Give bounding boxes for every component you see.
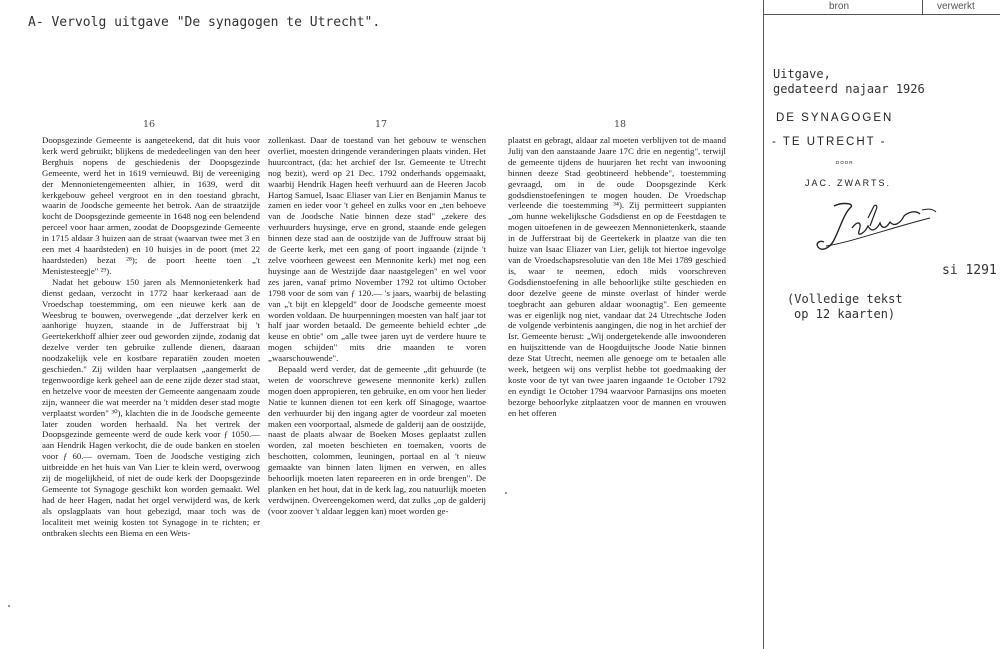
- card-code: si 1291: [942, 263, 997, 278]
- card-book-subtitle: - TE UTRECHT -: [772, 136, 887, 148]
- page-number-16: 16: [143, 119, 156, 130]
- card-border-left: [763, 0, 764, 649]
- card-note-line1: (Volledige tekst: [787, 292, 903, 306]
- card-date-line: gedateerd najaar 1926: [773, 82, 925, 96]
- tab-divider: [922, 0, 923, 14]
- tab-bron[interactable]: bron: [829, 1, 850, 12]
- paragraph: Nadat het gebouw 150 jaren als Mennonietenkerk had dienst gedaan, verzocht in 1772 haar kerkeraad aan de Vroedschap toestemming, om een nieuwe kerk aan de Weesbrug te bouwen, overwegende „dat derzelver kerk en aanhorige huyzen, staande in de Jufferstraat bij 't Geertekerkhoff alhier zeer oud geworden zijnde, zodanig dat dezelve verder ten gebruike zullende dienen, daaraan noodzakelijk vele en kostbare reparatiën zouden moeten geschieden." Zij wilden haar verplaatsen „aangemerkt de tegenwoordige kerk geheel aan de eene zijde dezer stad staat, en hetzelve voor de meesten der Gemeente aangenaam zoude zijn, wanneer die wat meerder na 't midden deser stad mogte verplaatst worden" ³⁰), klachten die in de Joodsche gemeente later zouden worden herhaald. Na het vertrek der Doopsgezinde gemeente werd de oude kerk voor ƒ 1050.— aan Hendrik Hagen verkocht, die de oude banken en stoelen voor ƒ 60.— overnam. Toen de Joodsche vestiging zich uitbreidde en het huis van Van Lier te klein werd, overwoog zij de mogelijkheid, of niet de oude kerk der Doopsgezinde Gemeente tot Synagoge geschikt kon worden gemaakt. Wel had de heer Hagen, nadat het orgel verwijderd was, de kerk als opslagplaats van hout gebezigd, maar toch was de localiteit met weinig kosten tot Synagoge in te richten; er ontbraken slechts een Biema en een Wets-: [42, 276, 260, 538]
- card-author: JAC. ZWARTS.: [805, 178, 892, 188]
- card-note-line2: op 12 kaarten): [794, 307, 896, 321]
- paragraph: Bepaald werd verder, dat de gemeente „dit gehuurde (te weten de voorschreve gewesene mennonite kerk) zullen mogen doen appropieren, ten gebruike, en om voor hen lieder Natie te kunnen dienen tot een kerk off Sinagoge, waartoe den verhuurder bij den ingang agter de voordeur zal moeten maken een voorportaal, alsmede de galderij aan de oostzijde, naast de plaats alwaar de Boeken Moses geplaatst zullen worden, zal moeten beschieten en toemaken, voorts de beschotten, colommen, leuningen, portaal en al 't nieuw gemaakte van binnen laten lijmen en verwen, en alles behoorlijk moeten laten repareeren en in orde brengen". De planken en het hout, dat in de kerk lag, zou natuurlijk moeten verdwijnen. Overeengekomen werd, dat zulks „op de galderij (voor zoover 't aldaar leggen kan) moet worden ge-: [268, 364, 486, 516]
- scan-speck: [505, 492, 507, 494]
- page-16-text: [42, 135, 260, 539]
- signature-image: [812, 198, 947, 258]
- page-number-18: 18: [614, 119, 627, 130]
- page-number-17: 17: [375, 119, 388, 130]
- tab-verwerkt[interactable]: verwerkt: [937, 1, 975, 12]
- card-door: DOOR: [836, 160, 854, 165]
- page-17-text: [268, 135, 486, 517]
- tab-underline: [763, 14, 1000, 15]
- card-book-title: DE SYNAGOGEN: [776, 112, 894, 124]
- document-title: A- Vervolg uitgave "De synagogen te Utrecht".: [28, 15, 381, 30]
- paragraph: zollenkast. Daar de toestand van het gebouw te wenschen overliet, moesten dringende veranderingen plaats vinden. Het huurcontract, (da: het archief der Isr. Gemeente te Utrecht nog bezit), werd op 21 Dec. 1792 onderhands opgemaakt, waarbij Hendrik Hagen heeft verhuurd aan de Heeren Jacob Hartog Samuel, Isaac Eliaser van Lier en Benjamin Manus te zamen en ieder voor 't geheel en zulks voor en „ten behoeve van de Joodsche Natie binnen deze stad" „zekere des verhuurders huysinge, erve en grond, staande ende gelegen binnen deze stad aan de oostzijde van de Juffrouw straat bij de Geerte kerk, met een gang of poort ingaande (zijnde 't zelve voorheen geweest een Mennonite kerk) met nog een huysinge aan de Westzijde daar naastgelegen" en wel voor zes jaren, vanaf primo November 1792 tot ultimo October 1798 voor de som van ƒ 120.— 's jaars, waarbij de belasting van „'t bijt en klepgeld" door de Joodsche gemeente moest worden voldaan. De huurpenningen moesten van half jaar tot half jaar worden betaald. De gemeente behield echter „de keuse en obtie" om „alle twee jaren uyt de verdere huure te mogen schijden" mits drie maanden te voren „waarschouwende".: [268, 135, 486, 364]
- paragraph: plaatst en gebragt, aldaar zal moeten verblijven tot de maand Julij van den aanstaande Jaare 17C drie en negentig", terwijl de gemeente tijdens de huurjaren het recht van inwooning binnen deeze Stad geobtineerd hebbende", toestemming gevraagd, om in de oude Doopsgezinde Kerk godsdienstoefeningen te mogen houden. De Vroedschap verleende die toestemming ³⁴). Zij permitteert suppianten „om hunne wekelijksche Godsdienst en op de Feestdagen te mogen uitoefenen in de geweezen Mennonietenkerk, staande in de Jufferstraat bij de Geertekerk in plaatze van die ten huize van Isaac Eliazer van Lier, gelijk tot hiertoe ingevolge van de Vroedschapsresolutie van den 18e Mei 1789 geschied is, waar te neemen, edoch mids voorschreven Godsdienstoefening in alle behoorlijke stilte geschieden en door dezelve geene de minste overlast of hinder werde toegbracht aan geburen aldaar woonagtig". Een gemeente was er eigenlijk nog niet, vandaar dat 24 Utrechtsche Joden de volgende verbintenis aangingen, die nog in het archief der Isr. Gemeente berust: „Wij ondergetekende alle inwoonderen en huijszittende van de Hoogduijtsche Joode Natie binnen deze Stat Utrecht, neemen alle genoege om te betaalen alle week, hetgeen wij ons verplist hebbe tot goedmaaking der koste voor de tyt van twee jaaren ingaande 1e October 1792 en eyndigt 1e October 1794 waarvoor Parnasijns ons moeten bezorge behoorlyke zitplaatzen voor de mannen en vrouwen en het offeren: [508, 135, 726, 418]
- scan-speck: [8, 605, 10, 607]
- card-edition-line: Uitgave,: [773, 67, 831, 81]
- paragraph: Doopsgezinde Gemeente is aangeteekend, dat dit huis voor kerk werd gebruikt; blijkens de mededeelingen van den heer Berghuis nopens de geschiedenis der Doopsgezinde Gemeente, werd het in 1619 vernieuwd. Bij de vereeniging der Mennonietengemeenten alhier, in 1639, werd dit kerkgebouw geheel vergroot en in den toestand gbracht, waarin de Joodsche gemeente het betrok. Aan de straatzijde kocht de Doopsgezinde gemeente in 1648 nog een belendend perceel voor haar armen, zoodat de Doopsgezinde Gemeente in 1715 aldaar 3 huizen aan de straat (waarvan twee met 3 en een met 4 haardsteden) en 10 huisjes in de poort (met 22 haardsteden) bezat ²⁸); de poort heette toen „'t Menistesteegje" ²⁹).: [42, 135, 260, 276]
- page-18-text: [508, 135, 726, 419]
